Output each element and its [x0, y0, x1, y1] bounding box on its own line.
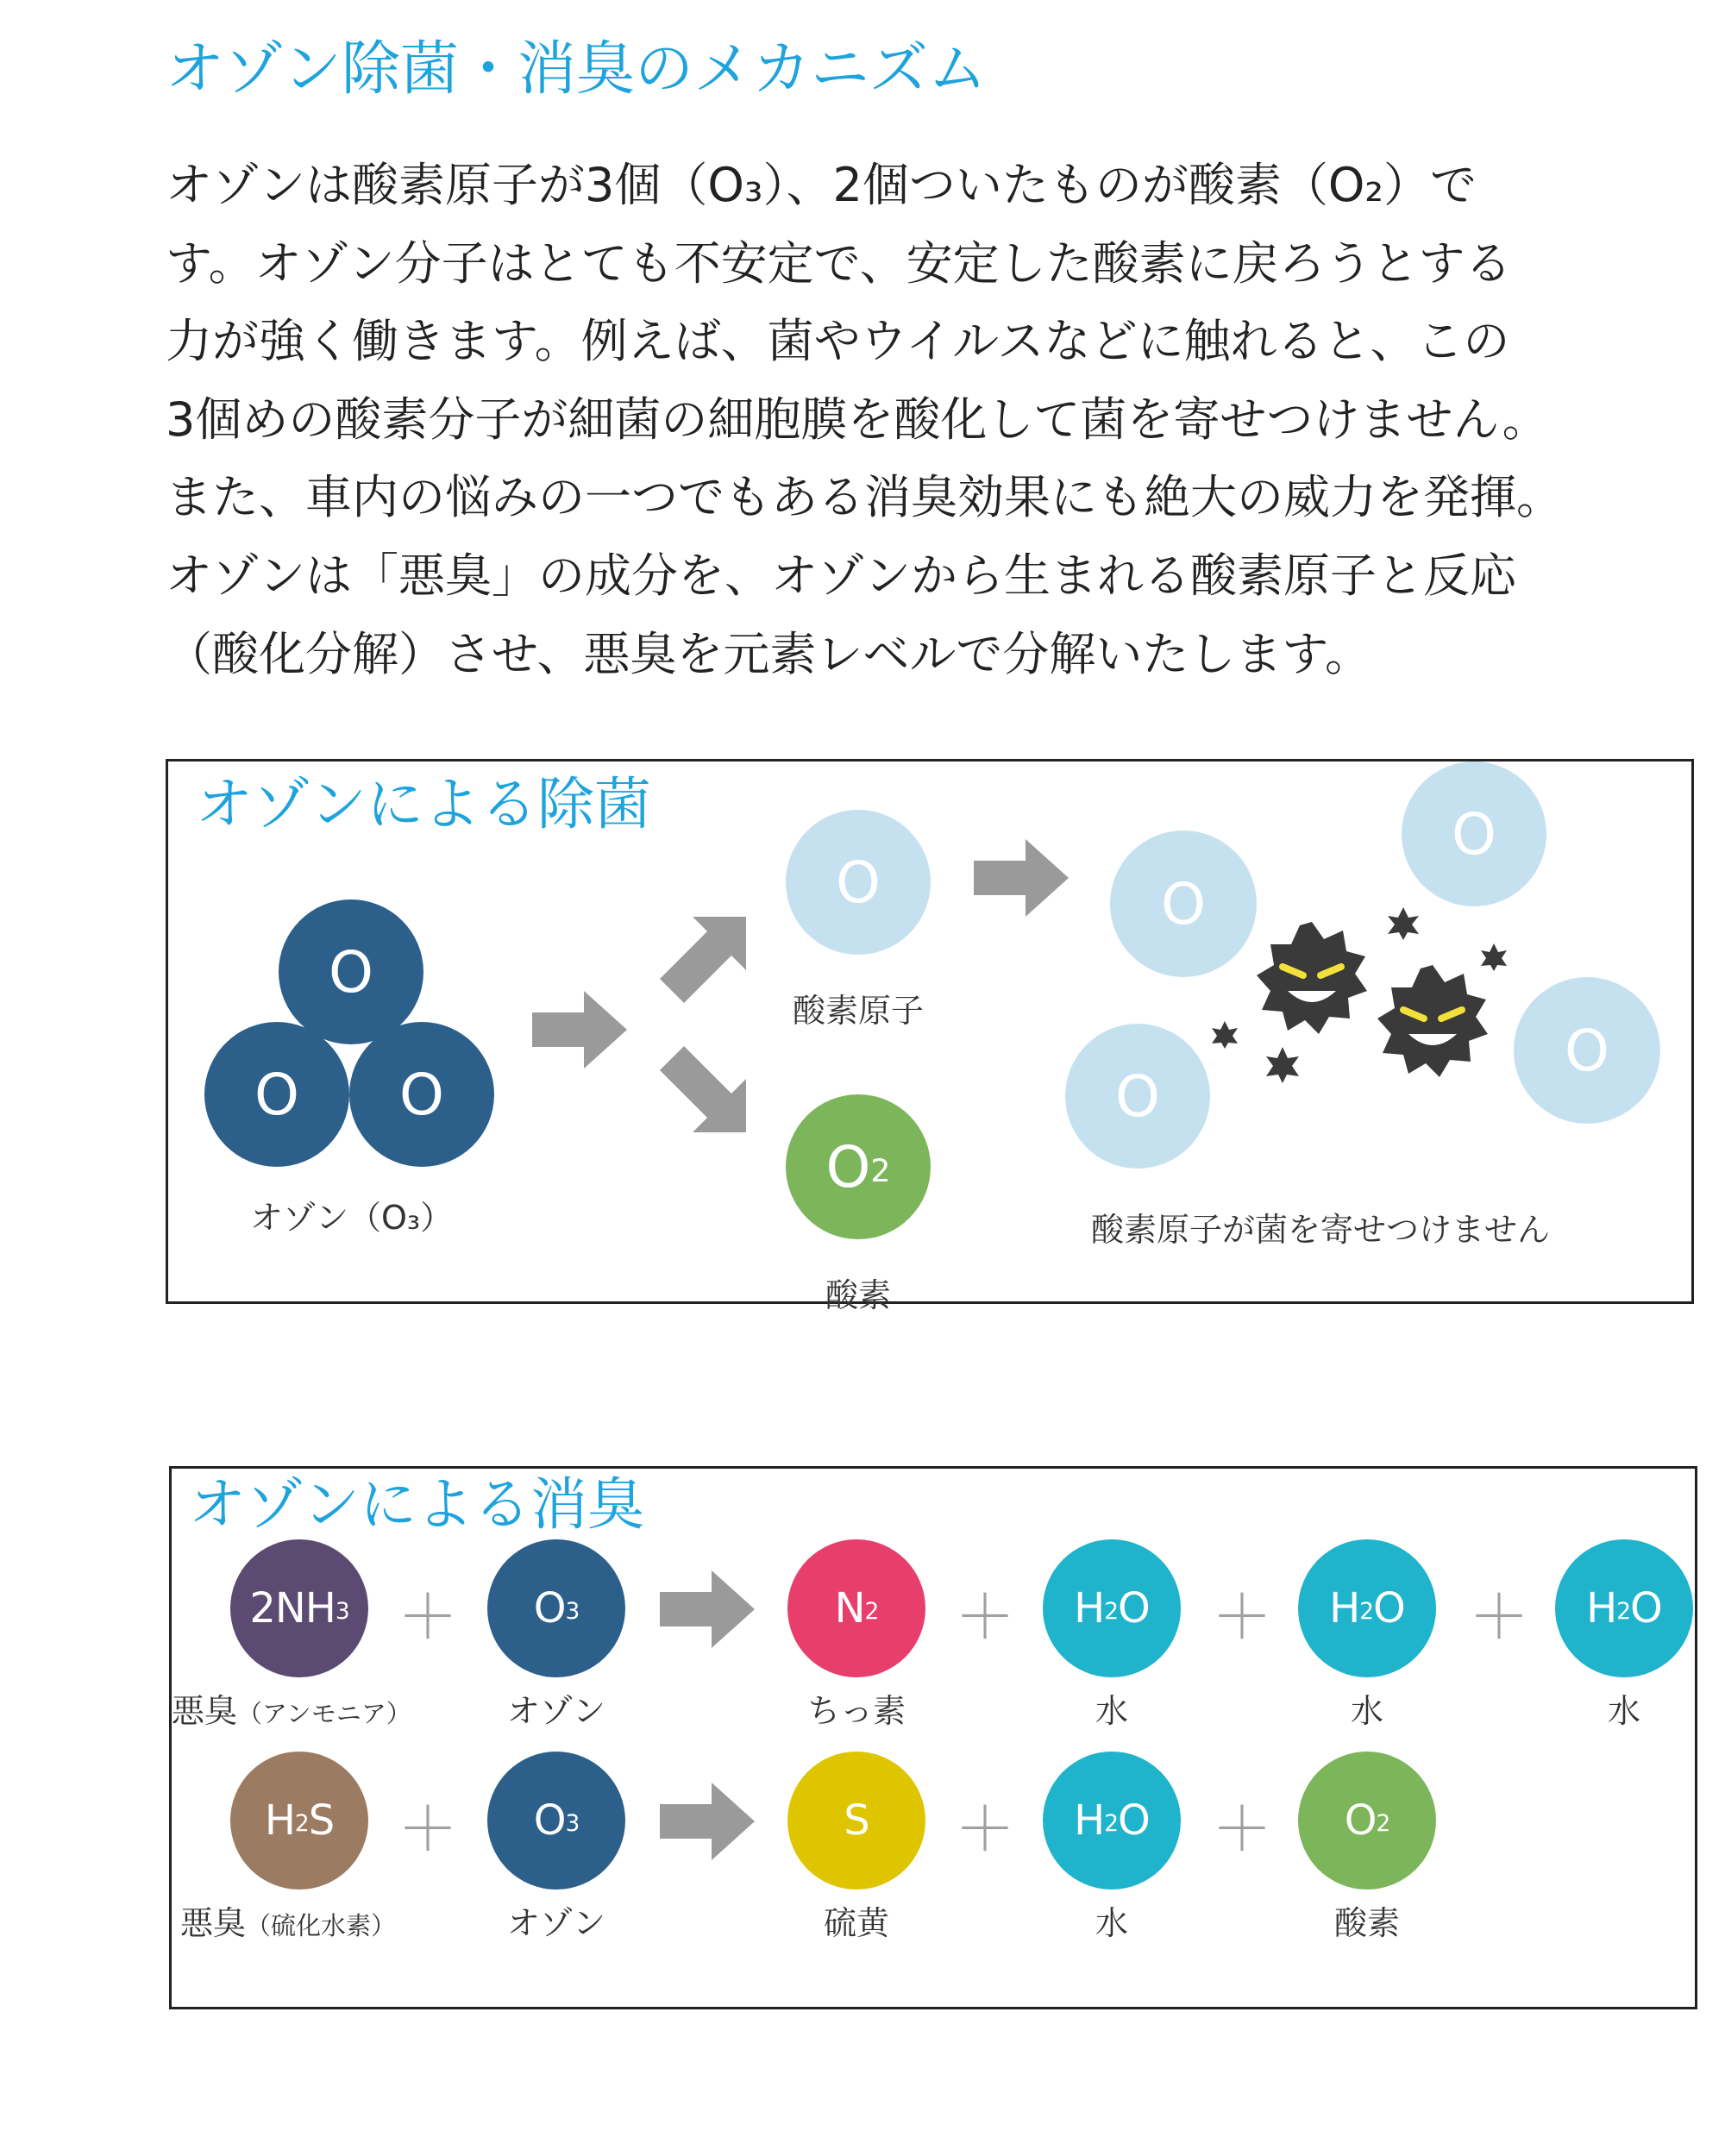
ozone-label: オゾン（O₃） — [250, 1199, 454, 1237]
molecule-main: S — [844, 1796, 869, 1845]
arrow-down-right-icon — [660, 1046, 746, 1132]
arrow-right-icon — [974, 839, 1069, 917]
molecule-main: O — [1344, 1796, 1377, 1845]
water-molecule — [1555, 1539, 1693, 1677]
sulfur-atom — [787, 1752, 925, 1890]
o2-sub: 2 — [870, 1151, 891, 1189]
o2-molecule — [786, 1094, 931, 1239]
o2-main: O — [825, 1133, 871, 1200]
molecule-tail: S — [308, 1796, 335, 1845]
molecule-main: H — [1329, 1584, 1360, 1633]
water-molecule — [1043, 1752, 1181, 1890]
paragraph-line: 3個めの酸素分子が細菌の細胞膜を酸化して菌を寄せつけません。 — [166, 392, 1549, 447]
oxygen-atom-label: 酸素原子 — [792, 992, 924, 1030]
ammonia-molecule — [230, 1539, 368, 1677]
page-title: オゾン除菌・消臭のメカニズム — [166, 35, 988, 103]
oxygen-atom — [786, 810, 931, 955]
molecule-sub: 2 — [1359, 1597, 1374, 1625]
molecule-tail: O — [1630, 1584, 1662, 1633]
molecule-sub: 2 — [294, 1809, 309, 1837]
molecule-sub: 3 — [335, 1597, 349, 1625]
water-label: 水 — [1350, 1692, 1383, 1730]
arrow-right-icon — [660, 1783, 755, 1860]
paragraph-line: オゾンは「悪臭」の成分を、オゾンから生まれる酸素原子と反応 — [166, 548, 1516, 603]
arrow-up-right-icon — [660, 917, 746, 1003]
molecule-sub: 2 — [1616, 1597, 1631, 1625]
atom-letter: O — [1161, 870, 1206, 937]
ozone-molecule — [487, 1752, 625, 1890]
label-main: 悪臭 — [172, 1692, 238, 1730]
germ-particle-icon — [1264, 1046, 1302, 1084]
paragraph-line: す。オゾン分子はとても不安定で、安定した酸素に戻ろうとする — [166, 235, 1512, 291]
label-small: （アンモニア） — [237, 1699, 411, 1728]
water-molecule — [1043, 1539, 1181, 1677]
sterilization-heading: オゾンによる除菌 — [196, 771, 651, 837]
atom-letter: O — [836, 849, 881, 916]
germ-icon — [1372, 962, 1493, 1082]
molecule-main: H — [1074, 1584, 1105, 1633]
molecule-sub: 2 — [1376, 1809, 1390, 1837]
plus-icon: ＋ — [1212, 1794, 1272, 1865]
molecule-main: O — [533, 1584, 566, 1633]
label-main: 悪臭 — [180, 1904, 247, 1942]
deodorization-panel — [169, 1466, 1697, 2009]
sulfur-label: 硫黄 — [823, 1904, 889, 1942]
molecule-main: 2NH — [249, 1584, 336, 1633]
sterilization-panel — [166, 759, 1694, 1314]
molecule-sub: 2 — [864, 1597, 879, 1625]
oxygen-atom — [1514, 977, 1660, 1124]
ozone-label: オゾン — [506, 1692, 605, 1730]
atom-letter: O — [329, 938, 373, 1006]
ammonia-label — [172, 1684, 430, 1732]
result-label: 酸素原子が菌を寄せつけません — [1091, 1211, 1551, 1249]
ozone-atom-top — [279, 899, 423, 1044]
ozone-atom-right — [349, 1022, 494, 1167]
plus-icon: ＋ — [955, 1794, 1015, 1865]
oxygen-atom — [1402, 761, 1546, 906]
molecule-main: H — [1074, 1796, 1105, 1845]
plus-icon: ＋ — [1469, 1582, 1529, 1652]
atom-letter: O — [399, 1061, 444, 1128]
water-label: 水 — [1095, 1692, 1128, 1730]
oxygen-label: 酸素 — [825, 1276, 891, 1314]
atom-letter: O — [1452, 800, 1496, 868]
molecule-main: N — [834, 1584, 865, 1633]
deodorization-heading: オゾンによる消臭 — [189, 1471, 644, 1538]
molecule-tail: O — [1118, 1584, 1150, 1633]
paragraph-line: （酸化分解）させ、悪臭を元素レベルで分解いたします。 — [166, 626, 1372, 681]
oxygen-atom — [1065, 1024, 1210, 1169]
water-label: 水 — [1607, 1692, 1640, 1730]
molecule-tail: O — [1118, 1796, 1150, 1845]
paragraph-line: また、車内の悩みの一つでもある消臭効果にも絶大の威力を発揮。 — [166, 470, 1563, 525]
paragraph-line: 力が強く働きます。例えば、菌やウイルスなどに触れると、この — [166, 314, 1510, 369]
germ-icon — [1251, 918, 1372, 1039]
water-molecule — [1298, 1539, 1436, 1677]
molecule-main: H — [264, 1796, 295, 1845]
nitrogen-molecule — [787, 1539, 925, 1677]
molecule-tail: O — [1373, 1584, 1405, 1633]
germ-particle-icon — [1479, 943, 1509, 972]
oxygen-molecule — [1298, 1752, 1436, 1890]
description-paragraph — [166, 147, 1718, 693]
ozone-atom-left — [204, 1022, 349, 1167]
molecule-sub: 2 — [1104, 1597, 1119, 1625]
plus-icon: ＋ — [398, 1794, 458, 1865]
oxygen-label: 酸素 — [1333, 1904, 1400, 1942]
atom-letter: O — [1115, 1062, 1160, 1130]
hydrogen-sulfide-molecule — [230, 1752, 368, 1890]
ozone-molecule — [487, 1539, 625, 1677]
ozone-label: オゾン — [506, 1904, 605, 1942]
atom-letter: O — [254, 1061, 299, 1128]
molecule-main: H — [1586, 1584, 1617, 1633]
label-small: （硫化水素） — [246, 1911, 397, 1940]
molecule-main: O — [533, 1796, 566, 1845]
oxygen-atom — [1110, 830, 1257, 977]
germ-particle-icon — [1386, 906, 1421, 941]
paragraph-line: オゾンは酸素原子が3個（O₃）、2個ついたものが酸素（O₂）で — [166, 158, 1477, 212]
nitrogen-label: ちっ素 — [806, 1692, 906, 1730]
molecule-sub: 3 — [565, 1809, 580, 1837]
arrow-right-icon — [532, 991, 627, 1069]
arrow-right-icon — [660, 1570, 755, 1648]
atom-letter: O — [1565, 1017, 1609, 1084]
plus-icon: ＋ — [398, 1582, 458, 1652]
hydrogen-sulfide-label — [180, 1896, 439, 1944]
germ-particle-icon — [1210, 1020, 1239, 1050]
molecule-sub: 2 — [1104, 1809, 1119, 1837]
water-label: 水 — [1095, 1904, 1128, 1942]
plus-icon: ＋ — [955, 1582, 1015, 1652]
molecule-sub: 3 — [565, 1597, 580, 1625]
plus-icon: ＋ — [1212, 1582, 1272, 1652]
